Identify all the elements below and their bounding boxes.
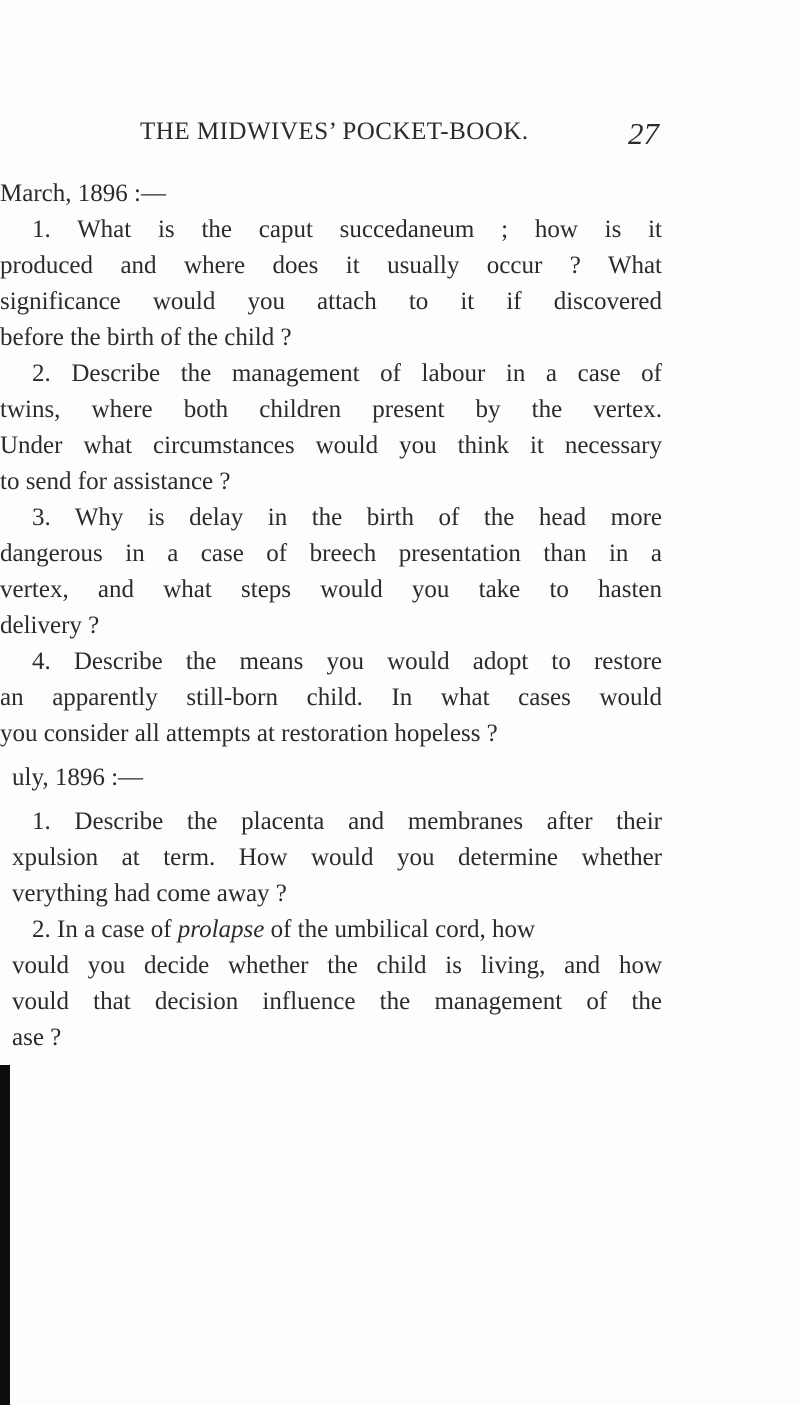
question-line: twins, where both children present by the vertex. (0, 396, 662, 423)
section-date: March, 1896 :— (0, 180, 166, 207)
running-title: THE MIDWIVES’ POCKET-BOOK. (140, 118, 529, 145)
question-line: significance would you attach to it if discovered (0, 288, 662, 315)
page-number: 27 (628, 116, 659, 151)
question-line: delivery ? (0, 612, 100, 639)
question-line: produced and where does it usually occur ? What (0, 252, 662, 279)
question-line: before the birth of the child ? (0, 324, 292, 351)
question-line: an apparently still-born child. In what cases would (0, 684, 662, 711)
question-text: of the umbilical cord, how (270, 916, 536, 943)
question-line: 1. Describe the placenta and membranes after their (32, 808, 662, 835)
page-header (0, 118, 800, 158)
question-text: 2. In a case of (32, 916, 172, 943)
emphasized-term: prolapse (177, 916, 265, 943)
question-line: 3. Why is delay in the birth of the head more (32, 504, 662, 531)
question-line: dangerous in a case of breech presentation than in a (0, 540, 662, 567)
page-edge-shadow (0, 1065, 10, 1405)
question-line: xpulsion at term. How would you determine whether (12, 844, 662, 871)
question-line (32, 915, 535, 945)
question-line: to send for assistance ? (0, 468, 231, 495)
question-line: Under what circumstances would you think it necessary (0, 432, 662, 459)
question-line: vould that decision influence the management of the (12, 988, 662, 1015)
question-line: ase ? (12, 1024, 62, 1051)
question-line: 2. Describe the management of labour in a case of (32, 360, 662, 387)
question-line: verything had come away ? (12, 880, 287, 907)
question-line: 1. What is the caput succedaneum ; how is it (32, 216, 662, 243)
question-line: vertex, and what steps would you take to hasten (0, 576, 662, 603)
question-line: 4. Describe the means you would adopt to restore (32, 648, 662, 675)
question-line: vould you decide whether the child is living, and how (12, 952, 662, 979)
section-date: uly, 1896 :— (12, 764, 144, 791)
question-line: you consider all attempts at restoration hopeless ? (0, 720, 498, 747)
